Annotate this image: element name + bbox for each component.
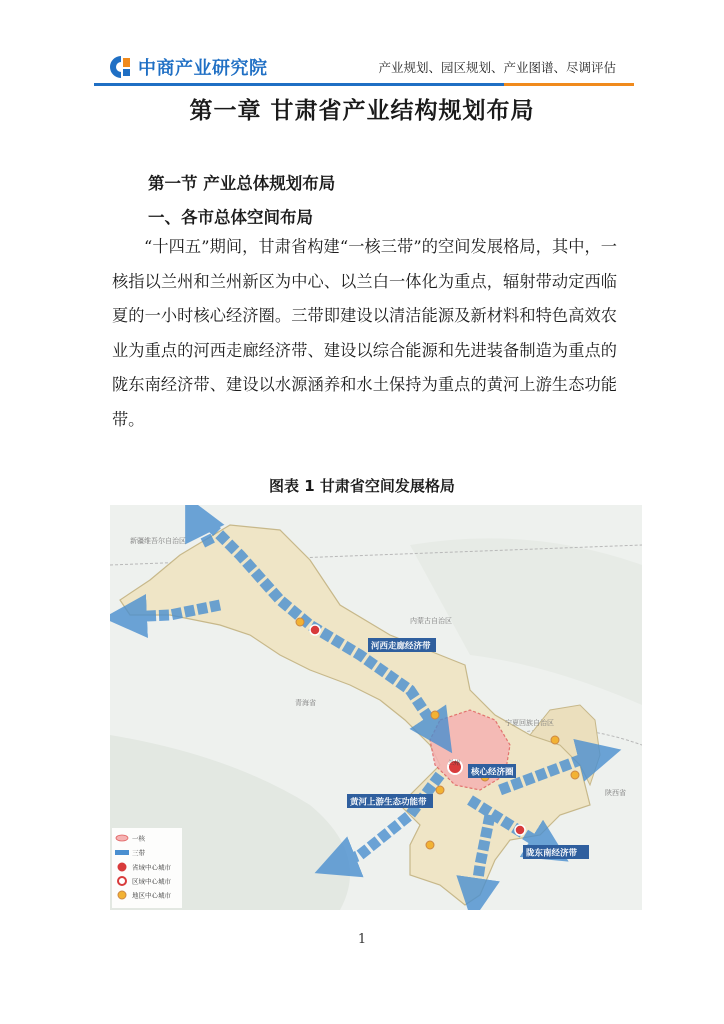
province-map bbox=[110, 505, 642, 910]
legend-symbol-local bbox=[118, 891, 126, 899]
region-label-inner-mongolia: 内蒙古自治区 bbox=[410, 617, 452, 625]
regional-city-marker bbox=[310, 625, 320, 635]
header-rule-blue bbox=[94, 83, 504, 86]
local-city-marker bbox=[431, 711, 439, 719]
local-city-marker bbox=[571, 771, 579, 779]
legend-label: 三带 bbox=[132, 849, 145, 857]
band-label-core: 核心经济圈 bbox=[471, 767, 514, 778]
legend-symbol-band bbox=[115, 850, 129, 855]
legend-label: 一核 bbox=[132, 834, 145, 843]
band-label-hexi: 河西走廊经济带 bbox=[371, 641, 431, 652]
section-title: 第一节 产业总体规划布局 bbox=[148, 174, 336, 193]
city-label-lanzhou: 兰州 bbox=[448, 760, 461, 767]
page-header bbox=[0, 0, 724, 90]
legend-label: 省域中心城市 bbox=[132, 863, 171, 872]
map-legend bbox=[112, 828, 182, 908]
region-label-qinghai: 青海省 bbox=[295, 699, 316, 707]
region-label-xinjiang: 新疆维吾尔自治区 bbox=[130, 537, 186, 545]
band-label-longdong: 陇东南经济带 bbox=[526, 848, 578, 859]
local-city-marker bbox=[296, 618, 304, 626]
region-label-ningxia: 宁夏回族自治区 bbox=[505, 719, 554, 727]
local-city-marker bbox=[426, 841, 434, 849]
body-paragraph: “十四五”期间，甘肃省构建“一核三带”的空间发展格局，其中，一核指以兰州和兰州新区为中心、以兰白一体化为重点，辐射带动定西临夏的一小时核心经济圈。三带即建设以清洁能源及新材料和特色高效农业为重点的河西走廊经济带、建设以综合能源和先进装备制造为重点的陇东南经济带、建设以水源涵养和水土保持为重点的黄河上游生态功能带。 bbox=[112, 237, 617, 429]
page-number: 1 bbox=[357, 932, 367, 947]
region-label-shaanxi: 陕西省 bbox=[605, 789, 626, 797]
figure-title: 图表 1 甘肃省空间发展格局 bbox=[269, 477, 455, 495]
logo-text: 中商产业研究院 bbox=[138, 58, 268, 79]
legend-symbol-core bbox=[116, 835, 128, 841]
legend-label: 区域中心城市 bbox=[132, 877, 171, 886]
header-tagline: 产业规划、园区规划、产业图谱、尽调评估 bbox=[378, 60, 616, 75]
regional-city-marker bbox=[515, 825, 525, 835]
logo-mark-icon bbox=[108, 54, 134, 80]
local-city-marker bbox=[436, 786, 444, 794]
logo bbox=[108, 54, 268, 80]
legend-label: 地区中心城市 bbox=[132, 891, 171, 900]
legend-symbol-provincial bbox=[118, 863, 126, 871]
local-city-marker bbox=[551, 736, 559, 744]
header-rule-orange bbox=[504, 83, 634, 86]
legend-symbol-regional bbox=[118, 877, 126, 885]
band-label-yellow-river: 黄河上游生态功能带 bbox=[350, 797, 427, 808]
subsection-title: 一、各市总体空间布局 bbox=[148, 208, 313, 227]
chapter-title: 第一章 甘肃省产业结构规划布局 bbox=[189, 97, 535, 124]
